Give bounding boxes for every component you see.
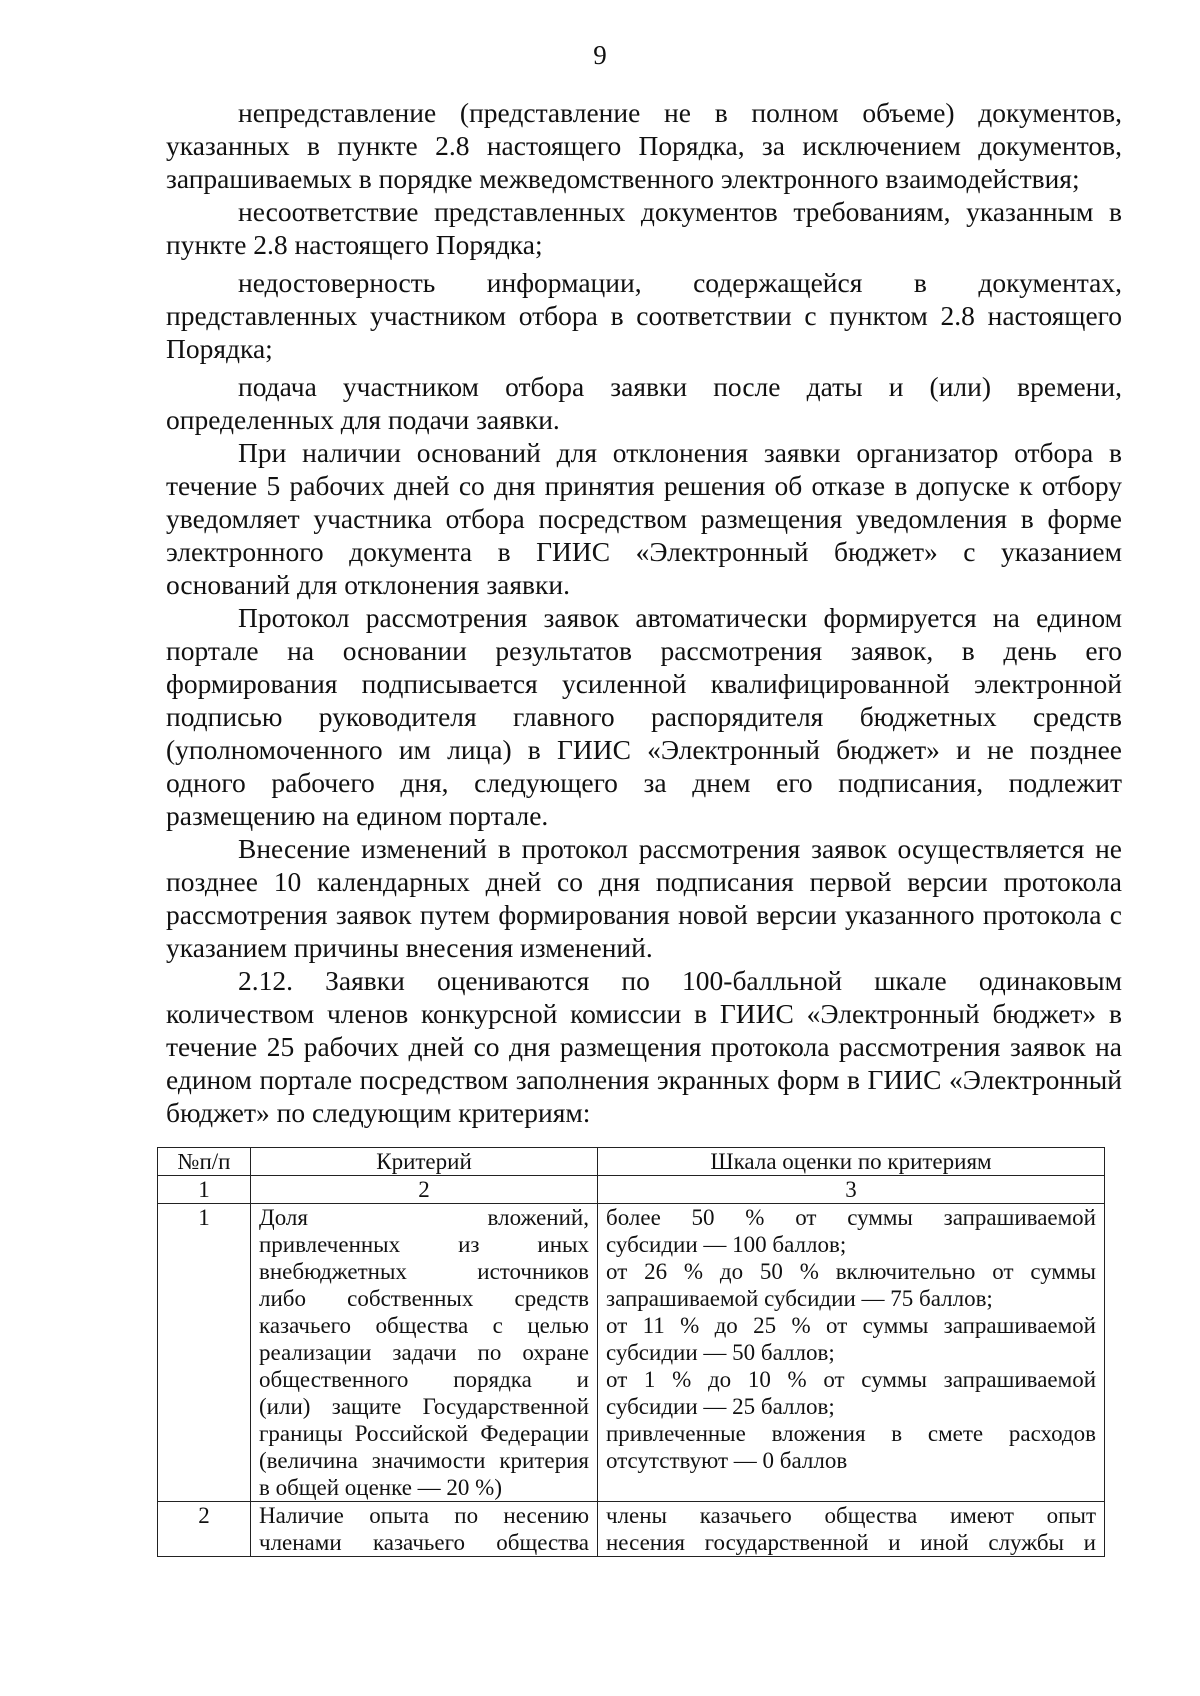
paragraph: Протокол рассмотрения заявок автоматически формируется на едином портале на основании результатов рассмотрения заявок, в день его формирования подписывается усиленной квалифицированной электронной подписью руководителя главного распорядителя бюджетных средств (уполномоченного им лица) в ГИИС «Электронный бюджет» и не позднее одного рабочего дня, следующего за днем его подписания, подлежит размещению на едином портале. bbox=[166, 602, 1122, 831]
page-number: 9 bbox=[593, 40, 607, 70]
paragraph: Внесение изменений в протокол рассмотрения заявок осуществляется не позднее 10 календарных дней со дня подписания первой версии протокола рассмотрения заявок путем формирования новой версии указанного протокола с указанием причины внесения изменений. bbox=[166, 833, 1122, 963]
header-criterion: Критерий bbox=[251, 1148, 598, 1176]
paragraph: 2.12. Заявки оцениваются по 100-балльной шкале одинаковым количеством членов конкурсной комиссии в ГИИС «Электронный бюджет» в течение 25 рабочих дней со дня размещения протокола рассмотрения заявок на едином портале посредством заполнения экранных форм в ГИИС «Электронный бюджет» по следующим критериям: bbox=[166, 965, 1122, 1128]
scale-line: запрашиваемой субсидии — 75 баллов; bbox=[606, 1286, 993, 1311]
criterion-line: членами казачьего общества bbox=[259, 1530, 589, 1555]
criterion-cell bbox=[251, 1204, 598, 1502]
header-scale: Шкала оценки по критериям bbox=[598, 1148, 1105, 1176]
criterion-line: внебюджетных источников bbox=[259, 1259, 589, 1284]
criteria-table bbox=[157, 1147, 1105, 1557]
scale-cell bbox=[598, 1204, 1105, 1502]
scale-line: субсидии — 100 баллов; bbox=[606, 1232, 847, 1257]
row-number: 1 bbox=[158, 1204, 251, 1502]
criterion-line: (величина значимости критерия bbox=[259, 1448, 589, 1473]
scale-line: субсидии — 25 баллов; bbox=[606, 1394, 835, 1419]
table-row bbox=[158, 1204, 1105, 1502]
paragraph: подача участником отбора заявки после даты и (или) времени, определенных для подачи заявки. bbox=[166, 371, 1122, 435]
scale-line: более 50 % от суммы запрашиваемой bbox=[606, 1205, 1096, 1230]
column-number: 1 bbox=[158, 1176, 251, 1204]
criterion-line: общественного порядка и bbox=[259, 1367, 589, 1392]
criterion-line: казачьего общества с целью bbox=[259, 1313, 589, 1338]
scale-line: члены казачьего общества имеют опыт bbox=[606, 1503, 1096, 1528]
table-column-number-row bbox=[158, 1176, 1105, 1204]
scale-line: от 26 % до 50 % включительно от суммы bbox=[606, 1259, 1096, 1284]
criterion-line: в общей оценке — 20 %) bbox=[259, 1475, 502, 1500]
paragraph: непредставление (представление не в полном объеме) документов, указанных в пункте 2.8 настоящего Порядка, за исключением документов, запрашиваемых в порядке межведомственного электронного взаимодействия; bbox=[166, 97, 1122, 194]
header-number: №п/п bbox=[158, 1148, 251, 1176]
criterion-line: (или) защите Государственной bbox=[259, 1394, 589, 1419]
scale-line: отсутствуют — 0 баллов bbox=[606, 1448, 848, 1473]
criterion-line: привлеченных из иных bbox=[259, 1232, 589, 1257]
table-row bbox=[158, 1502, 1105, 1557]
scale-cell bbox=[598, 1502, 1105, 1557]
scale-line: от 11 % до 25 % от суммы запрашиваемой bbox=[606, 1313, 1096, 1338]
column-number: 3 bbox=[598, 1176, 1105, 1204]
document-body bbox=[166, 96, 1122, 1129]
criterion-line: либо собственных средств bbox=[259, 1286, 589, 1311]
criterion-line: границы Российской Федерации bbox=[259, 1421, 589, 1446]
scale-line: субсидии — 50 баллов; bbox=[606, 1340, 835, 1365]
scale-line: привлеченные вложения в смете расходов bbox=[606, 1421, 1096, 1446]
paragraph: При наличии оснований для отклонения заявки организатор отбора в течение 5 рабочих дней со дня принятия решения об отказе в допуске к отбору уведомляет участника отбора посредством размещения уведомления в форме электронного документа в ГИИС «Электронный бюджет» с указанием оснований для отклонения заявки. bbox=[166, 437, 1122, 600]
row-number: 2 bbox=[158, 1502, 251, 1557]
criterion-line: Наличие опыта по несению bbox=[259, 1503, 589, 1528]
scale-line: несения государственной и иной службы и bbox=[606, 1530, 1096, 1555]
paragraph: несоответствие представленных документов требованиям, указанным в пункте 2.8 настоящего Порядка; bbox=[166, 196, 1122, 260]
criterion-line: Доля вложений, bbox=[259, 1205, 589, 1230]
scale-line: от 1 % до 10 % от суммы запрашиваемой bbox=[606, 1367, 1096, 1392]
criterion-cell bbox=[251, 1502, 598, 1557]
criterion-line: реализации задачи по охране bbox=[259, 1340, 589, 1365]
paragraph: недостоверность информации, содержащейся в документах, представленных участником отбора в соответствии с пунктом 2.8 настоящего Порядка; bbox=[166, 267, 1122, 364]
column-number: 2 bbox=[251, 1176, 598, 1204]
table-header-row bbox=[158, 1148, 1105, 1176]
